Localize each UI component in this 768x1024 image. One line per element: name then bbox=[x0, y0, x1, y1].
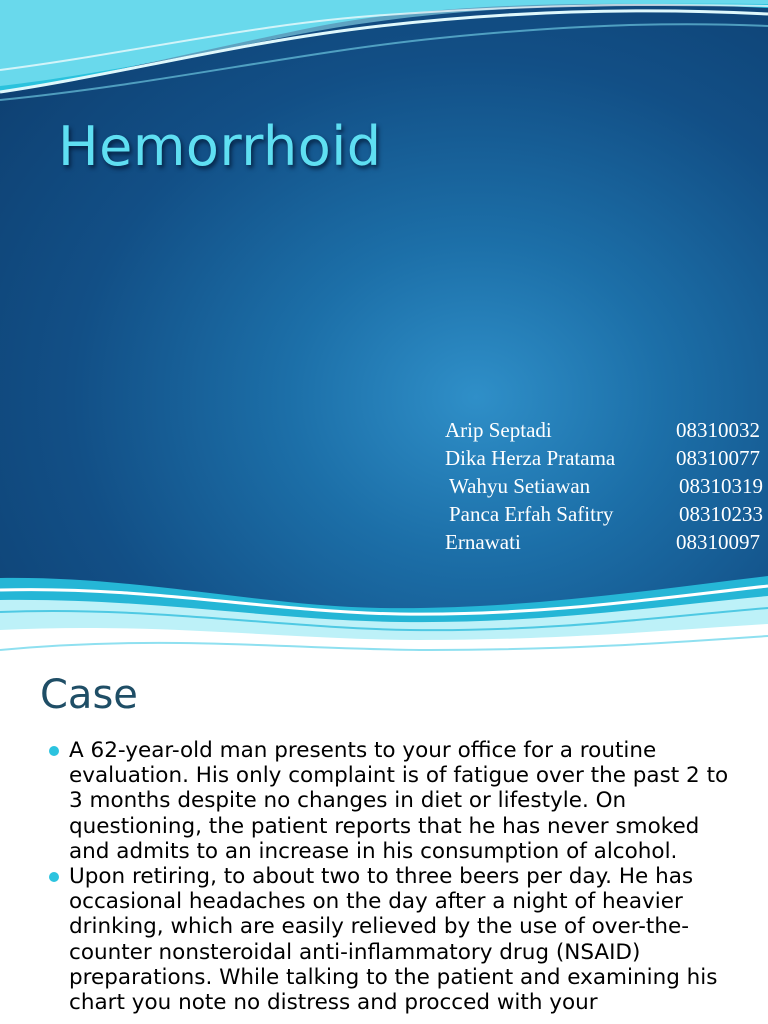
bullet-icon bbox=[49, 872, 59, 882]
author-name: Dika Herza Pratama bbox=[445, 446, 616, 470]
top-wave-light bbox=[0, 0, 768, 86]
author-list bbox=[440, 416, 768, 556]
author-name: Wahyu Setiawan bbox=[449, 474, 591, 498]
author-id: 08310097 bbox=[676, 530, 760, 554]
author-id: 08310233 bbox=[679, 502, 763, 526]
bullet-list bbox=[0, 738, 768, 1015]
author-row bbox=[440, 444, 768, 472]
author-id: 08310319 bbox=[679, 474, 763, 498]
author-name: Panca Erfah Safitry bbox=[449, 502, 614, 526]
bullet-item bbox=[0, 738, 768, 864]
author-row bbox=[440, 528, 768, 556]
author-row bbox=[440, 500, 768, 528]
bullet-text: Upon retiring, to about two to three beers per day. He has occasional headaches on the day after a night of heavier drinking, which are easily relieved by the use of over-the-counter nonsteroidal anti-inflammatory drug (NSAID) preparations. While talking to the patient and examining his chart you note no distress and procced with your bbox=[69, 864, 718, 1016]
author-name: Ernawati bbox=[445, 530, 521, 554]
bullet-text: A 62-year-old man presents to your office for a routine evaluation. His only complaint is of fatigue over the past 2 to 3 months despite no changes in diet or lifestyle. On questioning, the patient reports that he has never smoked and admits to an increase in his consumption of alcohol. bbox=[69, 738, 729, 864]
case-slide bbox=[0, 662, 768, 1024]
bullet-icon bbox=[49, 746, 59, 756]
case-title: Case bbox=[40, 672, 138, 718]
author-id: 08310077 bbox=[676, 446, 760, 470]
author-id: 08310032 bbox=[676, 418, 760, 442]
author-name: Arip Septadi bbox=[445, 418, 552, 442]
author-row bbox=[440, 472, 768, 500]
author-row bbox=[440, 416, 768, 444]
slide-title: Hemorrhoid bbox=[58, 115, 382, 178]
bullet-item bbox=[0, 864, 768, 1015]
